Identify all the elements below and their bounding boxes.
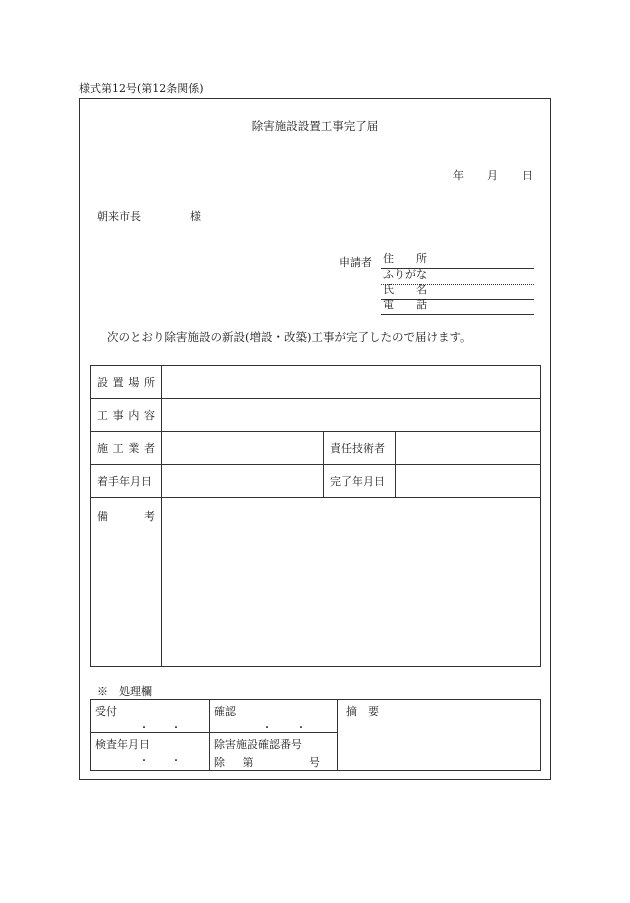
number-mid: 第 [242,756,254,769]
summary-cell[interactable] [338,700,541,771]
date-day: 日 [522,169,533,182]
start-date-field[interactable] [162,465,324,498]
inspection-date-cell[interactable] [91,733,210,771]
statement-text: 次のとおり除害施設の新設(増設・改築)工事が完了したので届けます。 [107,330,472,344]
engineer-field[interactable] [396,432,541,465]
date-year: 年 [453,169,464,182]
number-suffix: 号 [309,756,320,769]
date-month: 月 [487,169,498,182]
applicant-address-label: 住 所 [383,252,427,265]
applicant-phone-field[interactable] [381,300,534,315]
work-content-field[interactable] [162,399,541,432]
confirmation-dot-1: ・ [262,723,272,734]
reception-label: 受付 [95,705,117,718]
inspection-date-label: 検査年月日 [95,738,150,751]
addressee-mayor: 朝来市長 [97,210,141,223]
confirmation-dot-2: ・ [296,723,306,734]
engineer-label: 責任技術者 [324,432,396,465]
table-row [91,399,541,432]
applicant-phone-label: 電 話 [383,298,427,311]
table-row [91,366,541,399]
reception-dot-2: ・ [171,723,181,734]
location-field[interactable] [162,366,541,399]
processing-label: ※ 処理欄 [97,685,152,698]
processing-table [90,699,541,771]
form-number: 様式第12号(第12条関係) [79,82,204,95]
work-content-label: 工 事 内 容 [91,399,162,432]
table-row [91,432,541,465]
table-row [91,465,541,498]
confirmation-label: 確認 [214,705,236,718]
number-prefix: 除 [214,756,225,769]
applicant-label: 申請者 [339,256,372,269]
table-row [91,498,541,667]
inspection-dot-2: ・ [171,756,181,767]
table-row [91,700,541,733]
completion-date-field[interactable] [396,465,541,498]
facility-number-label: 除害施設確認番号 [214,738,302,751]
start-date-label: 着手年月日 [91,465,162,498]
inspection-dot-1: ・ [139,756,149,767]
facility-number-line [214,754,337,770]
reception-dot-1: ・ [139,723,149,734]
contractor-field[interactable] [162,432,324,465]
addressee-honorific: 様 [190,210,201,223]
location-label: 設 置 場 所 [91,366,162,399]
remarks-label: 備 考 [91,498,162,667]
facility-number-cell[interactable] [210,733,338,771]
contractor-label: 施 工 業 者 [91,432,162,465]
confirmation-cell[interactable] [210,700,338,733]
summary-label: 摘 要 [346,705,379,718]
completion-date-label: 完了年月日 [324,465,396,498]
form-title: 除害施設設置工事完了届 [251,119,379,133]
remarks-field[interactable] [162,498,541,667]
main-table [90,365,541,667]
reception-cell[interactable] [91,700,210,733]
applicant-furigana-label: ふりがな [383,268,427,281]
applicant-name-label: 氏 名 [383,283,427,296]
